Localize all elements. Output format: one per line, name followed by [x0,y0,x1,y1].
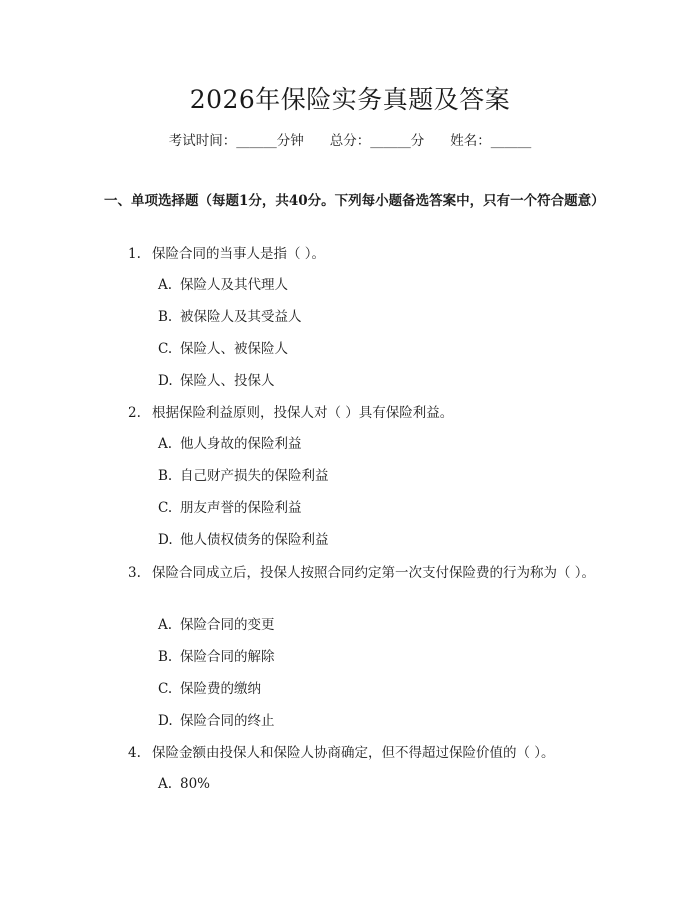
option-letter: A. [158,277,173,293]
option-letter: C. [158,500,173,516]
option-1a [158,275,288,295]
option-letter: D. [158,373,173,389]
name-label: 姓名： [450,133,491,149]
time-blank: ______ [236,133,277,149]
time-label: 考试时间： [168,133,237,149]
option-text: 保险人及其代理人 [180,277,288,293]
name-blank: ______ [490,133,532,149]
option-text: 他人债权债务的保险利益 [180,532,329,548]
option-text: 保险费的缴纳 [180,681,261,697]
option-text: 80% [180,776,211,792]
question-text: 保险合同的当事人是指（ ）。 [152,246,326,262]
question-text: 保险合同成立后，投保人按照合同约定第一次支付保险费的行为称为（ ）。 [152,565,596,581]
option-letter: B. [158,309,173,325]
option-text: 朋友声誉的保险利益 [180,500,302,516]
score-unit: 分 [410,133,425,149]
option-2a [158,434,302,454]
option-letter: D. [158,713,173,729]
section-heading: 一、单项选择题（每题1分，共40分。下列每小题备选答案中，只有一个符合题意） [104,193,605,209]
question-2 [104,402,600,424]
option-letter: B. [158,649,173,665]
option-2b [158,466,329,486]
option-text: 保险人、投保人 [180,373,275,389]
option-letter: A. [158,776,173,792]
question-number: 3. [128,565,141,581]
score-blank: ______ [370,133,411,149]
question-text: 保险金额由投保人和保险人协商确定，但不得超过保险价值的（ ）。 [152,745,555,761]
question-1 [104,243,600,265]
option-4a [158,774,210,794]
page-title: 2026年保险实务真题及答案 [189,85,511,114]
option-1c [158,339,288,359]
option-3a [158,615,275,635]
option-text: 被保险人及其受益人 [180,309,302,325]
option-text: 保险人、被保险人 [180,341,288,357]
option-text: 自己财产损失的保险利益 [180,468,329,484]
option-2d [158,530,329,550]
score-label: 总分： [329,133,371,149]
option-1b [158,307,302,327]
option-3d [158,711,275,731]
question-3 [104,562,600,584]
option-text: 保险合同的变更 [180,617,275,633]
option-text: 他人身故的保险利益 [180,436,302,452]
option-text: 保险合同的终止 [180,713,275,729]
option-1d [158,371,275,391]
option-3c [158,679,261,699]
option-letter: D. [158,532,173,548]
question-text: 根据保险利益原则，投保人对（ ）具有保险利益。 [152,405,454,421]
option-3b [158,647,275,667]
option-letter: C. [158,681,173,697]
option-letter: C. [158,341,173,357]
time-unit: 分钟 [276,133,304,149]
option-2c [158,498,302,518]
option-letter: B. [158,468,173,484]
question-4 [104,742,600,764]
exam-info-line [0,132,700,150]
question-number: 1. [128,246,141,262]
option-text: 保险合同的解除 [180,649,275,665]
option-letter: A. [158,617,173,633]
question-number: 2. [128,405,141,421]
question-number: 4. [128,745,141,761]
option-letter: A. [158,436,173,452]
